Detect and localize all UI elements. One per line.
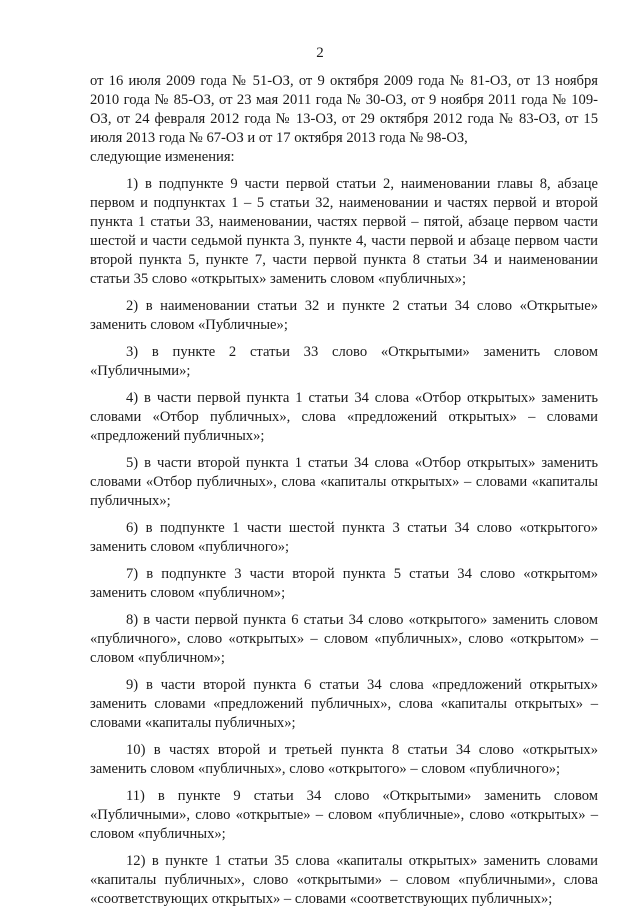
lead-line: следующие изменения: (90, 149, 235, 165)
page-number: 2 (316, 45, 324, 61)
list-item: 8) в части первой пункта 6 статьи 34 слово «открытого» заменить словом «публичного», слово «открытых» – словом «публичных», слово «открытом» – словом «публичном»; (90, 612, 598, 666)
list-item: 6) в подпункте 1 части шестой пункта 3 статьи 34 слово «открытого» заменить словом «публичного»; (90, 520, 598, 555)
list-item: 1) в подпункте 9 части первой статьи 2, наименовании главы 8, абзаце первом и подпунктах 1 – 5 статьи 32, наименовании и частях первой и второй пункта 1 статьи 33, наименовании, частях первой – пятой, абзаце первом части шестой и части седьмой пункта 3, пункте 4, части первой и абзаце первом части второй пункта 5, пункте 7, части первой пункта 8 статьи 34 и наименовании статьи 35 слово «открытых» заменить словом «публичных»; (90, 176, 598, 287)
list-item: 10) в частях второй и третьей пункта 8 статьи 34 слово «открытых» заменить словом «публичных», слово «открытого» – словом «публичного»; (90, 742, 598, 777)
list-item: 12) в пункте 1 статьи 35 слова «капиталы открытых» заменить словами «капиталы публичных», слово «открытыми» – словом «публичными», слова «соответствующих открытых» – словами «соответствующих публичных»; (90, 853, 598, 907)
list-item: 3) в пункте 2 статьи 33 слово «Открытыми» заменить словом «Публичными»; (90, 344, 598, 379)
list-item: 5) в части второй пункта 1 статьи 34 слова «Отбор открытых» заменить словами «Отбор публичных», слова «капиталы открытых» – словами «капиталы публичных»; (90, 455, 598, 509)
list-item: 2) в наименовании статьи 32 и пункте 2 статьи 34 слово «Открытые» заменить словом «Публичные»; (90, 298, 598, 333)
list-item: 7) в подпункте 3 части второй пункта 5 статьи 34 слово «открытом» заменить словом «публичном»; (90, 566, 598, 601)
list-item: 4) в части первой пункта 1 статьи 34 слова «Отбор открытых» заменить словами «Отбор публичных», слова «предложений открытых» – словами «предложений публичных»; (90, 390, 598, 444)
intro-paragraph: от 16 июля 2009 года № 51-ОЗ, от 9 октября 2009 года № 81-ОЗ, от 13 ноября 2010 года № 85-ОЗ, от 23 мая 2011 года № 30-ОЗ, от 9 ноября 2011 года № 109-ОЗ, от 24 февраля 2012 года № 13-ОЗ, от 29 октября 2012 года № 83-ОЗ, от 15 июля 2013 года № 67-ОЗ и от 17 октября 2013 года № 98-ОЗ, (90, 73, 598, 146)
list-item: 9) в части второй пункта 6 статьи 34 слова «предложений открытых» заменить словами «предложений публичных», слова «капиталы открытых» – словами «капиталы публичных»; (90, 677, 598, 731)
document-body (90, 72, 598, 917)
list-item: 11) в пункте 9 статьи 34 слово «Открытыми» заменить словом «Публичными», слово «открытые» – словом «публичные», слово «открытых» – словом «публичных»; (90, 788, 598, 842)
